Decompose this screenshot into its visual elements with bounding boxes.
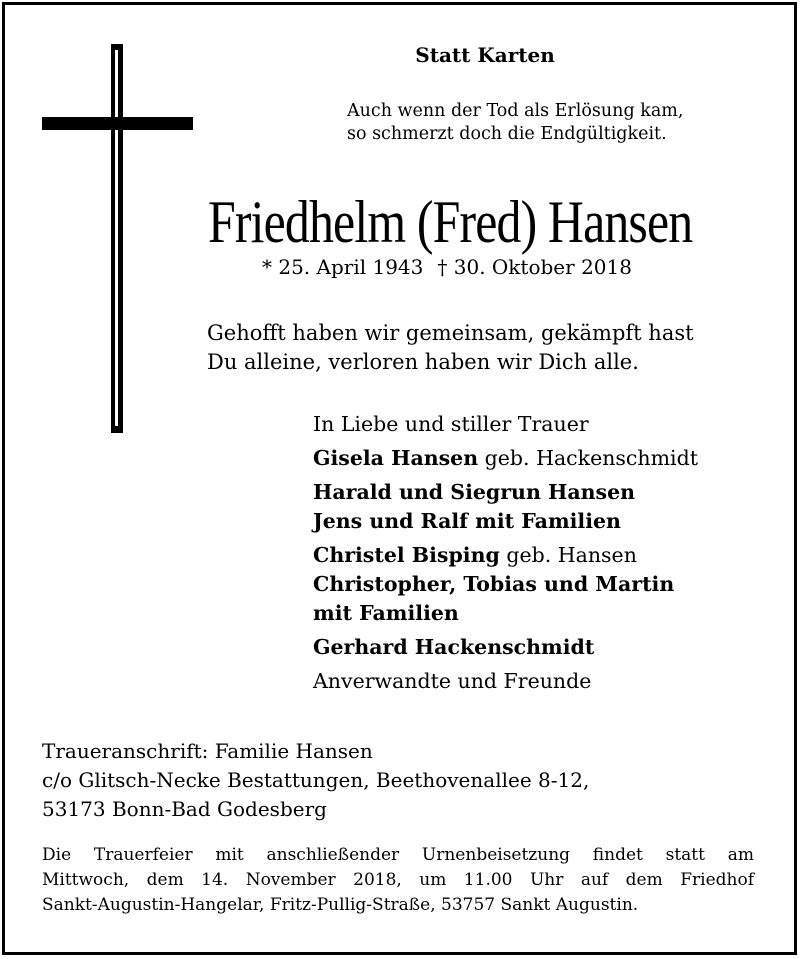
mourner-christel-suffix: geb. Hansen <box>499 543 637 567</box>
mourner-christopher <box>313 570 698 599</box>
mourner-jens <box>313 507 698 536</box>
life-dates <box>262 255 632 279</box>
address-line-1: Traueranschrift: Familie Hansen <box>42 739 373 763</box>
deceased-name: Friedhelm (Fred) Hansen <box>208 189 693 255</box>
mourner-christopher-cont-text: mit Familien <box>313 601 459 625</box>
mourner-gisela-name: Gisela Hansen <box>313 446 479 470</box>
mourner-harald <box>313 478 698 507</box>
birth-date: * 25. April 1943 <box>262 255 424 279</box>
address-line-3: 53173 Bonn-Bad Godesberg <box>42 797 327 821</box>
address-line-2: c/o Glitsch-Necke Bestattungen, Beethovenallee 8-12, <box>42 768 590 792</box>
notice-heading: Statt Karten <box>415 43 555 67</box>
mourner-christopher-cont <box>313 599 698 628</box>
mourners-intro: In Liebe und stiller Trauer <box>313 412 589 436</box>
motto-line-1: Auch wenn der Tod als Erlösung kam, <box>347 101 684 121</box>
verse-line-2: Du alleine, verloren haben wir Dich alle. <box>207 350 639 374</box>
mourner-gerhard <box>313 633 698 662</box>
mourner-gisela-suffix: geb. Hackenschmidt <box>478 446 698 470</box>
mourners-list <box>313 410 698 696</box>
motto <box>347 100 683 146</box>
cross-vertical-beam <box>111 44 123 433</box>
mourning-address <box>42 737 589 824</box>
verse <box>207 319 694 377</box>
mourner-harald-name: Harald und Siegrun Hansen <box>313 480 636 504</box>
motto-line-2: so schmerzt doch die Endgültigkeit. <box>347 124 667 144</box>
mourner-christopher-name: Christopher, Tobias und Martin <box>313 572 675 596</box>
mourner-gisela <box>313 444 698 473</box>
mourner-gerhard-name: Gerhard Hackenschmidt <box>313 635 595 659</box>
mourner-jens-name: Jens und Ralf mit Familien <box>313 509 621 533</box>
cross-horizontal-beam <box>42 117 193 130</box>
mourner-christel-name: Christel Bisping <box>313 543 500 567</box>
death-date: † 30. Oktober 2018 <box>437 255 632 279</box>
ceremony-line-3: Sankt-Augustin-Hangelar, Fritz-Pullig-Straße, 53757 Sankt Augustin. <box>42 895 639 915</box>
verse-line-1: Gehofft haben wir gemeinsam, gekämpft hast <box>207 321 694 345</box>
ceremony-line-2: Mittwoch, dem 14. November 2018, um 11.00 Uhr auf dem Friedhof <box>42 870 754 890</box>
mourner-others: Anverwandte und Freunde <box>313 669 592 693</box>
ceremony-line-1: Die Trauerfeier mit anschließender Urnenbeisetzung findet statt am <box>42 845 754 865</box>
ceremony-info <box>42 843 754 918</box>
mourner-christel <box>313 541 698 570</box>
